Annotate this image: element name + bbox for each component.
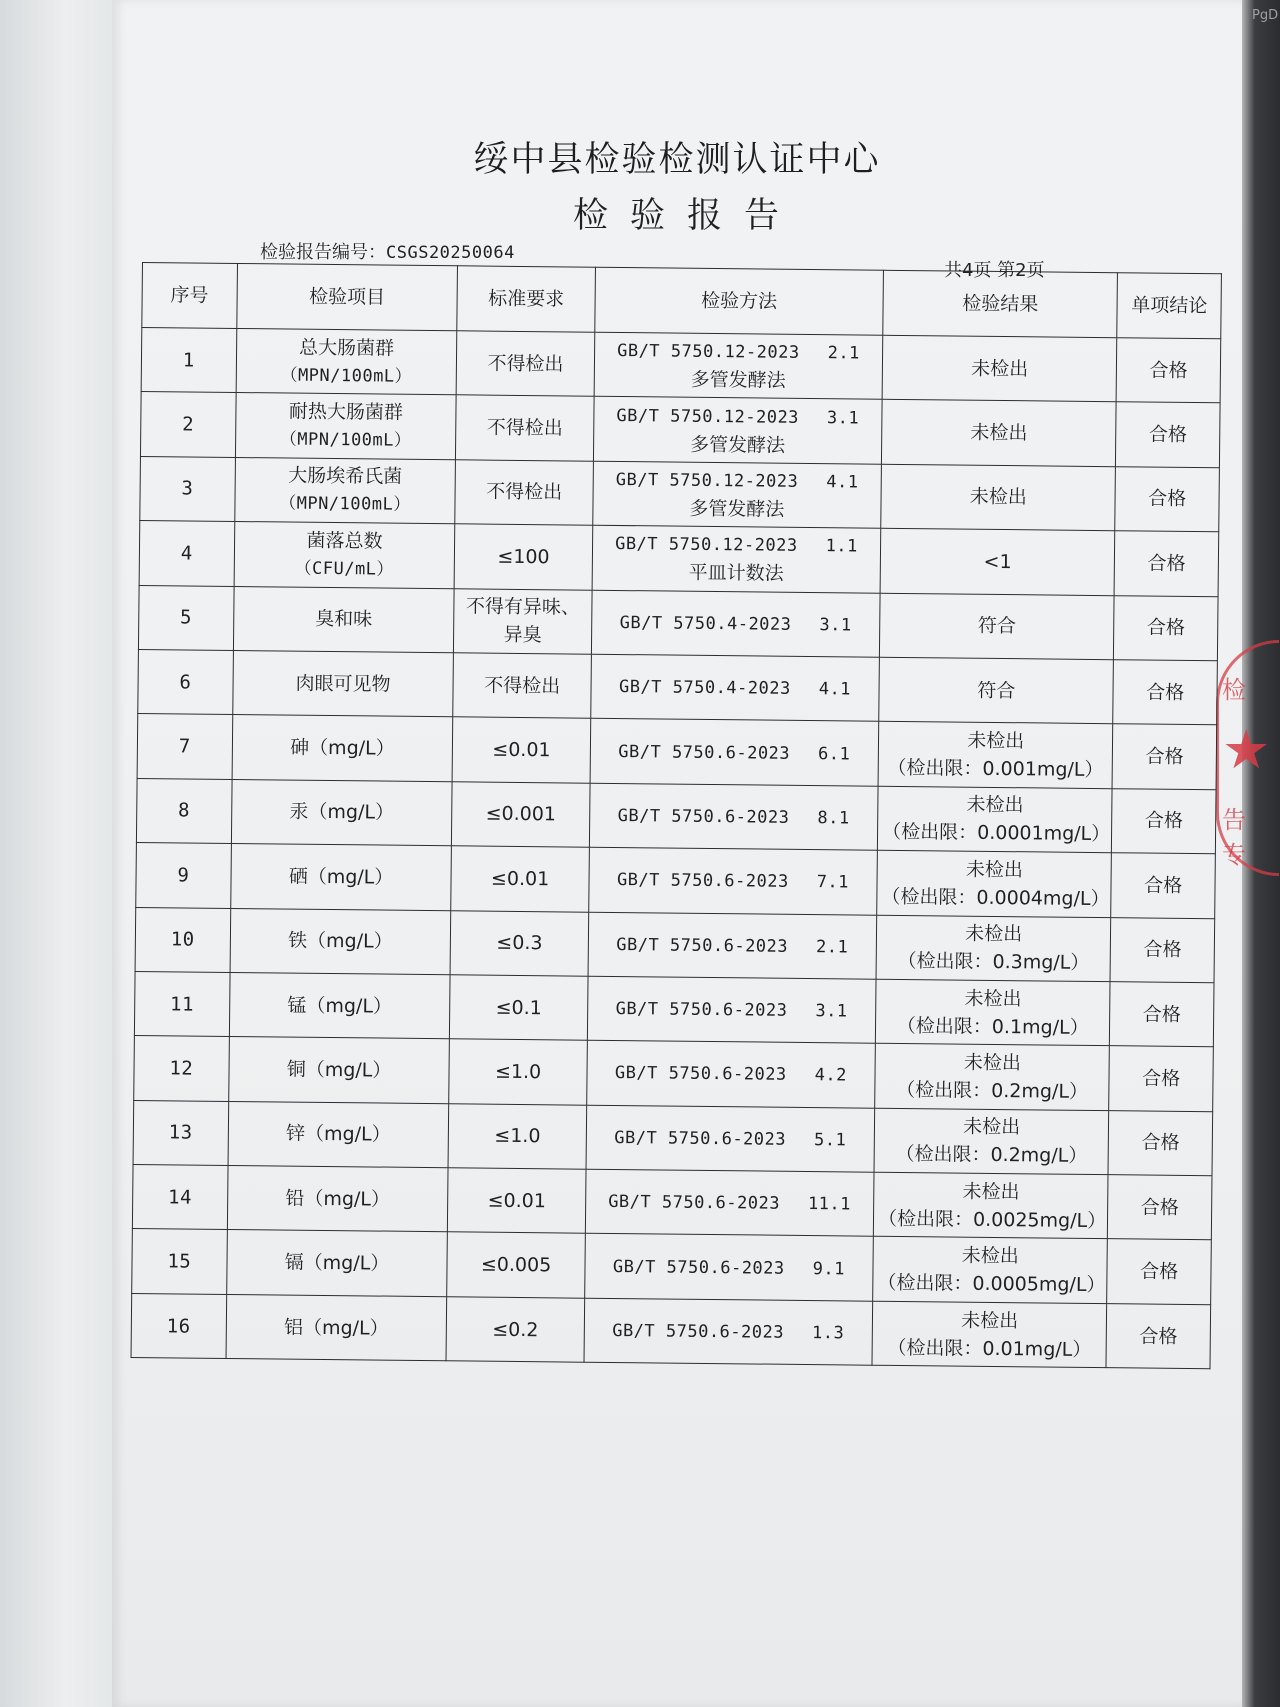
standard-requirement: ≤1.0 [494,1125,541,1148]
cell-standard [452,782,590,848]
cell-standard [453,653,591,719]
item-name: 砷（mg/L） [290,736,395,760]
method-clause: 3.1 [826,407,860,429]
cell-method [594,332,883,399]
standard-requirement: 不得检出 [487,352,564,376]
inspection-results-table [131,262,1222,1369]
report-number [260,238,515,264]
cell-item [234,457,455,524]
cell-no [132,1229,227,1294]
item-name: 镉（mg/L） [284,1251,390,1275]
row-number: 7 [178,735,191,758]
binder-spine [0,0,120,1707]
method-clause: 2.1 [827,343,860,364]
item-name: 总大肠菌群 [298,336,395,360]
cell-no [136,843,231,908]
result-value: 未检出 [962,1180,1020,1204]
table-row [134,1036,1214,1112]
stamp-text-top: 检 [1222,676,1246,704]
cell-no [138,585,233,650]
conclusion-value: 合格 [1149,359,1188,382]
cell-method [591,654,880,721]
cell-item [228,1101,449,1168]
cell-standard [448,1168,586,1234]
method-name: 平皿计数法 [688,562,784,586]
method-standard: GB/T 5750.12-2023 [615,534,798,557]
cell-result [877,850,1112,917]
method-clause: 5.1 [813,1129,847,1151]
item-name: 铜（mg/L） [286,1058,392,1082]
cell-standard [455,460,593,526]
standard-requirement: ≤0.3 [496,931,543,955]
row-number: 1 [182,349,195,372]
method-clause: 3.1 [819,614,852,636]
stamp-text-bottom: 告专 [1222,806,1246,869]
conclusion-value: 合格 [1148,423,1188,447]
item-name: 菌落总数 [306,529,383,553]
report-number-label: 检验报告编号： [260,242,386,263]
method-standard: GB/T 5750.12-2023 [617,341,800,364]
cell-no [140,392,235,457]
cell-item [232,715,453,782]
cell-conclusion [1113,660,1217,725]
cell-method [585,1169,874,1236]
cell-method [588,847,877,914]
standard-requirement: ≤0.01 [492,738,551,762]
cell-item [226,1230,447,1297]
column-header-no: 序号 [142,263,237,329]
cell-method [584,1234,873,1301]
method-clause: 1.1 [825,536,858,557]
row-number: 4 [180,542,193,565]
cell-result [873,1172,1108,1239]
result-value: 未检出 [961,1244,1019,1268]
cell-conclusion [1110,982,1214,1047]
cell-standard [451,846,589,912]
item-unit: （MPN/100mL） [280,365,413,387]
cell-item [228,1037,449,1104]
column-header-result: 检验结果 [883,270,1118,337]
cell-result [879,593,1114,660]
stamp-star-icon: ★ [1222,718,1271,781]
cell-no [136,778,231,843]
conclusion-value: 合格 [1139,1325,1178,1348]
result-value: 符合 [977,679,1016,702]
standard-requirement: ≤100 [497,545,550,569]
conclusion-value: 合格 [1146,681,1185,704]
cell-conclusion [1110,917,1214,982]
table-header-row [142,263,1222,339]
cell-method [591,590,880,657]
cell-method [592,525,881,592]
method-standard: GB/T 5750.6-2023 [614,1127,787,1150]
cell-item [235,393,456,460]
cell-result [874,1108,1109,1175]
row-number: 3 [181,477,194,501]
cell-method [590,719,879,786]
table-row [139,521,1219,597]
conclusion-value: 合格 [1144,809,1184,833]
cell-conclusion [1109,1046,1213,1111]
detection-limit: （检出限：0.0025mg/L） [878,1207,1107,1232]
cell-item [227,1166,448,1233]
cell-conclusion [1112,724,1216,789]
result-value: 未检出 [964,987,1022,1010]
cell-item [229,972,450,1039]
column-header-conclusion: 单项结论 [1117,273,1221,339]
detection-limit: （检出限：0.0001mg/L） [882,821,1111,846]
row-number: 16 [166,1314,191,1338]
cell-no [141,328,236,393]
conclusion-value: 合格 [1140,1196,1179,1219]
method-standard: GB/T 5750.6-2023 [608,1192,781,1214]
item-name: 硒（mg/L） [288,865,394,889]
report-number-value: CSGS20250064 [386,243,515,263]
item-name: 铁（mg/L） [287,929,393,953]
cell-item [233,586,454,653]
method-standard: GB/T 5750.6-2023 [615,999,788,1021]
table-row [138,649,1218,725]
result-value: 未检出 [961,1309,1019,1332]
detection-limit: （检出限：0.2mg/L） [896,1078,1089,1103]
item-name: 臭和味 [315,608,373,631]
result-value: 符合 [977,615,1017,638]
cell-result [873,1237,1108,1304]
cell-method [584,1298,873,1365]
cell-result [877,786,1112,853]
cell-method [588,912,877,979]
row-number: 9 [177,864,190,887]
cell-standard [456,395,594,461]
cell-item [232,650,453,717]
conclusion-value: 合格 [1140,1260,1179,1284]
cell-item [230,844,451,911]
organization-title: 绥中县检验检测认证中心 [473,140,881,180]
conclusion-value: 合格 [1145,745,1184,768]
cell-method [586,1041,875,1108]
conclusion-value: 合格 [1147,552,1186,575]
item-name: 锰（mg/L） [287,994,393,1018]
item-name: 铅（mg/L） [285,1187,391,1211]
method-name: 多管发酵法 [689,433,786,457]
standard-requirement: 不得检出 [486,416,563,440]
detection-limit: （检出限：0.3mg/L） [897,950,1090,975]
cell-conclusion [1115,466,1219,531]
method-name: 多管发酵法 [689,497,785,521]
cell-standard [449,1039,587,1105]
detection-limit: （检出限：0.2mg/L） [895,1143,1088,1168]
cell-result [882,400,1117,467]
method-clause: 2.1 [815,936,849,958]
cell-no [131,1293,226,1358]
standard-requirement: 不得检出 [484,674,561,698]
result-value: 未检出 [965,858,1024,882]
result-value: <1 [983,550,1012,573]
detection-limit: （检出限：0.01mg/L） [887,1336,1092,1361]
cell-standard [454,524,592,590]
cell-no [138,649,233,714]
item-unit: （MPN/100mL） [279,429,412,451]
cell-method [589,783,878,850]
table-row [138,585,1218,661]
method-clause: 8.1 [817,808,850,829]
cell-method [593,461,882,528]
corner-label: PgD [1252,8,1279,23]
method-standard: GB/T 5750.4-2023 [619,612,792,635]
conclusion-value: 合格 [1141,1131,1180,1155]
cell-conclusion [1108,1110,1212,1175]
table-row [140,392,1220,468]
row-number: 13 [168,1121,193,1144]
cell-standard [452,717,590,783]
standard-requirement: ≤0.01 [487,1189,546,1213]
cell-standard [454,588,592,654]
method-standard: GB/T 5750.4-2023 [618,677,791,699]
item-name: 肉眼可见物 [295,672,391,696]
cell-result [882,335,1117,402]
standard-requirement: ≤0.001 [485,803,557,826]
method-clause: 3.1 [815,1001,848,1022]
table-body [131,328,1221,1369]
method-clause: 1.3 [811,1323,845,1344]
method-clause: 4.2 [814,1065,848,1086]
method-standard: GB/T 5750.6-2023 [612,1321,785,1343]
table-row [137,714,1217,790]
conclusion-value: 合格 [1143,938,1182,962]
standard-requirement: ≤0.2 [492,1318,539,1341]
method-clause: 4.1 [826,472,859,493]
item-name: 耐热大肠菌群 [288,400,404,424]
table-row [133,1100,1213,1176]
cell-result [879,657,1114,724]
item-name: 汞（mg/L） [289,800,395,825]
table-row [136,778,1216,854]
cell-item [230,908,451,975]
item-name: 大肠埃希氏菌 [288,465,403,489]
row-number: 6 [179,671,192,694]
cell-result [875,979,1110,1046]
result-value: 未检出 [971,357,1029,380]
item-unit: （CFU/mL） [294,558,395,580]
cell-method [593,397,882,464]
method-clause: 11.1 [807,1194,852,1215]
cell-standard [450,910,588,976]
method-standard: GB/T 5750.12-2023 [615,469,799,492]
cell-method [587,976,876,1043]
cell-item [234,522,455,589]
cell-no [132,1165,227,1230]
column-header-item: 检验项目 [236,263,457,330]
cell-conclusion [1111,853,1215,918]
item-name: 锌（mg/L） [285,1122,391,1147]
cell-conclusion [1114,531,1218,596]
cell-conclusion [1114,595,1218,660]
cell-standard [447,1232,585,1298]
cell-standard [446,1297,584,1363]
cell-conclusion [1112,788,1216,853]
result-value: 未检出 [969,486,1027,509]
page-count: 共4页 第2页 [944,260,1045,281]
row-number: 15 [167,1250,192,1273]
standard-requirement: 不得有异味、异臭 [465,595,581,647]
method-standard: GB/T 5750.12-2023 [616,405,800,428]
cell-result [876,915,1111,982]
row-number: 2 [182,413,195,436]
table-row [136,843,1216,919]
cell-no [137,714,232,779]
method-clause: 6.1 [817,743,851,764]
table-row [132,1229,1212,1305]
detection-limit: （检出限：0.0005mg/L） [877,1271,1106,1297]
row-number: 8 [177,799,191,822]
conclusion-value: 合格 [1148,488,1187,511]
conclusion-value: 合格 [1146,616,1186,640]
result-value: 未检出 [963,1051,1022,1075]
row-number: 14 [167,1186,193,1209]
result-value: 未检出 [967,729,1025,753]
detection-limit: （检出限：0.001mg/L） [887,756,1104,782]
cell-item [226,1294,447,1361]
table-row [141,328,1221,404]
cell-standard [448,1103,586,1169]
cell-no [135,907,230,972]
conclusion-value: 合格 [1142,1067,1181,1090]
cell-method [586,1105,875,1172]
detection-limit: （检出限：0.0004mg/L） [881,885,1110,910]
method-standard: GB/T 5750.6-2023 [618,741,791,764]
cell-no [139,521,234,586]
table-row [135,907,1215,983]
method-standard: GB/T 5750.6-2023 [616,934,789,957]
conclusion-value: 合格 [1142,1003,1181,1026]
method-standard: GB/T 5750.6-2023 [614,1063,787,1086]
table-row [140,456,1220,532]
cell-result [878,722,1113,789]
result-value: 未检出 [963,1116,1021,1139]
method-clause: 7.1 [816,872,850,893]
method-standard: GB/T 5750.6-2023 [616,870,789,893]
table-row [134,971,1214,1047]
cell-no [134,1036,229,1101]
result-value: 未检出 [966,794,1024,817]
cell-result [880,528,1115,595]
cell-conclusion [1116,402,1220,467]
row-number: 11 [169,992,195,1016]
cell-standard [456,331,594,397]
standard-requirement: ≤0.1 [495,996,542,1019]
cell-conclusion [1116,338,1220,403]
cell-result [881,464,1116,531]
document-title: 检验报告 [572,196,801,236]
method-standard: GB/T 5750.6-2023 [612,1256,785,1279]
cell-conclusion [1108,1175,1212,1240]
method-standard: GB/T 5750.6-2023 [617,805,790,828]
cell-conclusion [1107,1239,1211,1304]
cell-item [231,779,452,846]
standard-requirement: ≤0.005 [480,1253,552,1277]
table-row [131,1293,1211,1369]
cell-conclusion [1106,1304,1210,1369]
standard-requirement: 不得检出 [486,481,563,504]
result-value: 未检出 [965,922,1023,946]
detection-limit: （检出限：0.1mg/L） [896,1014,1089,1039]
row-number: 5 [179,606,193,629]
column-header-standard: 标准要求 [457,266,595,332]
method-name: 多管发酵法 [690,368,786,392]
row-number: 12 [169,1057,194,1080]
result-value: 未检出 [970,421,1028,445]
cell-no [140,456,235,521]
row-number: 10 [170,928,195,951]
conclusion-value: 合格 [1144,874,1183,897]
item-unit: （MPN/100mL） [279,493,411,516]
item-name: 铝（mg/L） [283,1316,389,1340]
standard-requirement: ≤1.0 [494,1060,542,1084]
table-row [132,1165,1212,1241]
cell-item [236,328,457,395]
cell-result [872,1301,1107,1368]
cell-no [133,1100,228,1165]
column-header-method: 检验方法 [595,267,884,335]
method-clause: 4.1 [818,679,852,700]
standard-requirement: ≤0.01 [490,867,550,891]
cell-no [134,971,229,1036]
cell-result [875,1044,1110,1111]
cell-standard [450,975,588,1041]
method-clause: 9.1 [812,1258,846,1280]
